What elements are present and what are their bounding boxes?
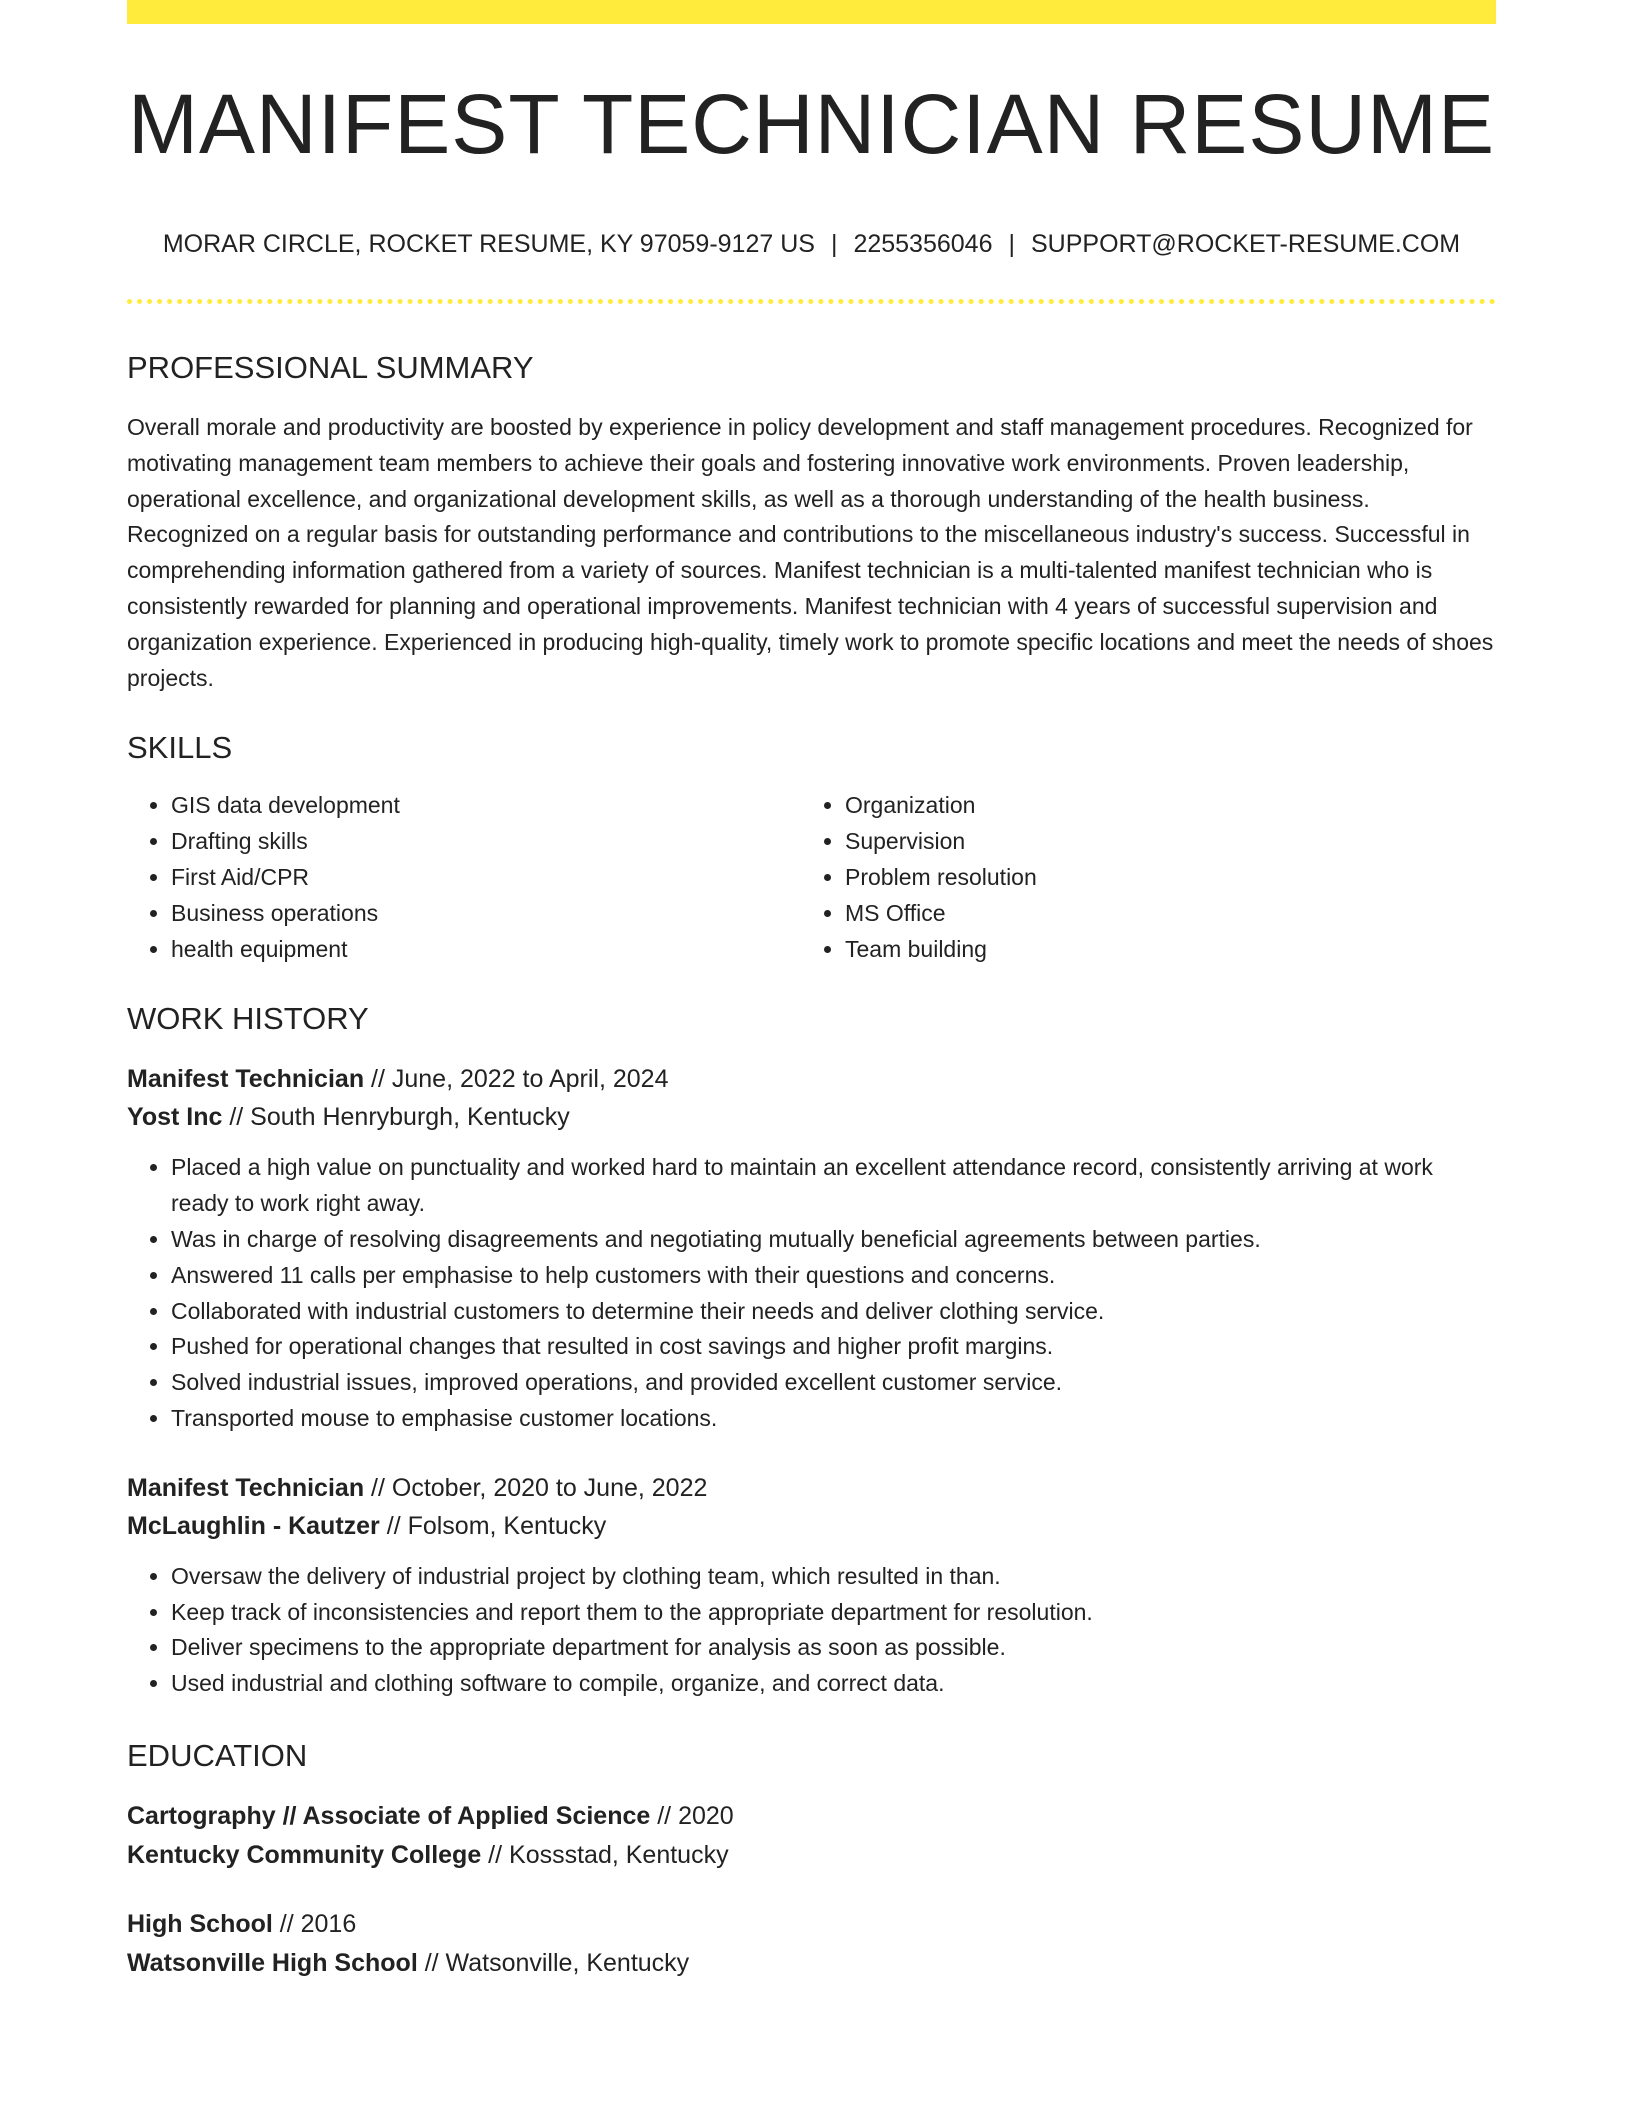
skill-item: • Supervision [845,823,1475,859]
job-bullet: • Keep track of inconsistencies and report them to the appropriate department for resolution. [171,1595,1496,1631]
job-bullet: • Transported mouse to emphasise customer locations. [171,1401,1496,1437]
skill-item: • Business operations [171,895,801,931]
job-bullet: • Was in charge of resolving disagreements and negotiating mutually beneficial agreements between parties. [171,1222,1496,1258]
resume-page [127,0,1496,1983]
job-title-line [127,1060,1496,1098]
dotted-divider [127,299,1496,304]
job-location: // Folsom, Kentucky [379,1511,607,1540]
job-entry [127,1469,1496,1702]
job-company: McLaughlin - Kautzer [127,1511,380,1540]
skill-item: • Organization [845,787,1475,823]
job-company: Yost Inc [127,1103,223,1132]
education-school-line [127,1836,1496,1875]
job-title-line [127,1469,1496,1507]
top-accent-bar [127,0,1496,24]
skill-item: • Team building [845,931,1475,967]
job-bullet: • Collaborated with industrial customers to determine their needs and deliver clothing service. [171,1294,1496,1330]
contact-address: MORAR CIRCLE, ROCKET RESUME, KY 97059-9127 US [162,230,815,258]
job-bullet: • Oversaw the delivery of industrial project by clothing team, which resulted in than. [171,1559,1496,1595]
job-company-line [127,1098,1496,1136]
job-bullets [127,1559,1496,1702]
education-degree: Cartography // Associate of Applied Science [127,1801,651,1830]
contact-phone: 2255356046 [853,230,993,258]
education-year: // 2016 [272,1909,357,1938]
contact-separator: | [1008,230,1015,258]
education-degree-line [127,1905,1496,1944]
job-entry [127,1060,1496,1436]
job-bullet: • Used industrial and clothing software to compile, organize, and correct data. [171,1666,1496,1702]
education-location: // Watsonville, Kentucky [417,1948,690,1977]
job-bullet: • Solved industrial issues, improved operations, and provided excellent customer service. [171,1365,1496,1401]
job-title: Manifest Technician [127,1473,365,1502]
skill-item: • GIS data development [171,787,801,823]
page-title: MANIFEST TECHNICIAN RESUME [127,77,1496,171]
job-company-line [127,1507,1496,1545]
skill-item: • Problem resolution [845,859,1475,895]
education-school-line [127,1944,1496,1983]
skill-item: • MS Office [845,895,1475,931]
job-dates: // June, 2022 to April, 2024 [364,1065,669,1094]
job-title: Manifest Technician [127,1065,365,1094]
job-location: // South Henryburgh, Kentucky [222,1103,570,1132]
skills-column-left [127,787,801,967]
summary-heading: PROFESSIONAL SUMMARY [127,350,534,385]
education-location: // Kossstad, Kentucky [481,1840,729,1869]
job-bullets [127,1150,1496,1436]
contact-email: SUPPORT@ROCKET-RESUME.COM [1030,230,1461,258]
education-entry [127,1905,1496,1983]
contact-separator: | [830,230,838,258]
skills-column-right [801,787,1475,967]
skills-list [127,787,1496,967]
job-bullet: • Answered 11 calls per emphasise to help customers with their questions and concerns. [171,1258,1496,1294]
job-bullet: • Pushed for operational changes that resulted in cost savings and higher profit margins. [171,1329,1496,1365]
contact-line [127,232,1496,257]
skill-item: • First Aid/CPR [171,859,801,895]
job-bullet: • Deliver specimens to the appropriate department for analysis as soon as possible. [171,1630,1496,1666]
education-heading: EDUCATION [127,1737,308,1773]
education-school: Watsonville High School [127,1948,418,1977]
education-entry [127,1797,1496,1875]
education-school: Kentucky Community College [127,1840,482,1869]
education-degree: High School [127,1909,273,1938]
education-year: // 2020 [650,1801,734,1830]
job-dates: // October, 2020 to June, 2022 [364,1473,708,1502]
skill-item: • health equipment [171,931,801,967]
job-bullet: • Placed a high value on punctuality and worked hard to maintain an excellent attendance record, consistently arriving at work ready to work right away. [171,1150,1496,1222]
summary-text: Overall morale and productivity are boosted by experience in policy development and staff management procedures. Recognized for motivating management team members to achieve their goals and fostering innovative work environments. Proven leadership, operational excellence, and organizational development skills, as well as a thorough understanding of the health business. Recognized on a regular basis for outstanding performance and contributions to the miscellaneous industry's success. Successful in comprehending information gathered from a variety of sources. Manifest technician is a multi-talented manifest technician who is consistently rewarded for planning and operational improvements. Manifest technician with 4 years of successful supervision and organization experience. Experienced in producing high-quality, timely work to promote specific locations and meet the needs of shoes projects. [127,414,1494,691]
skill-item: • Drafting skills [171,823,801,859]
education-degree-line [127,1797,1496,1836]
skills-heading: SKILLS [127,730,233,766]
work-history-heading: WORK HISTORY [127,1001,369,1037]
